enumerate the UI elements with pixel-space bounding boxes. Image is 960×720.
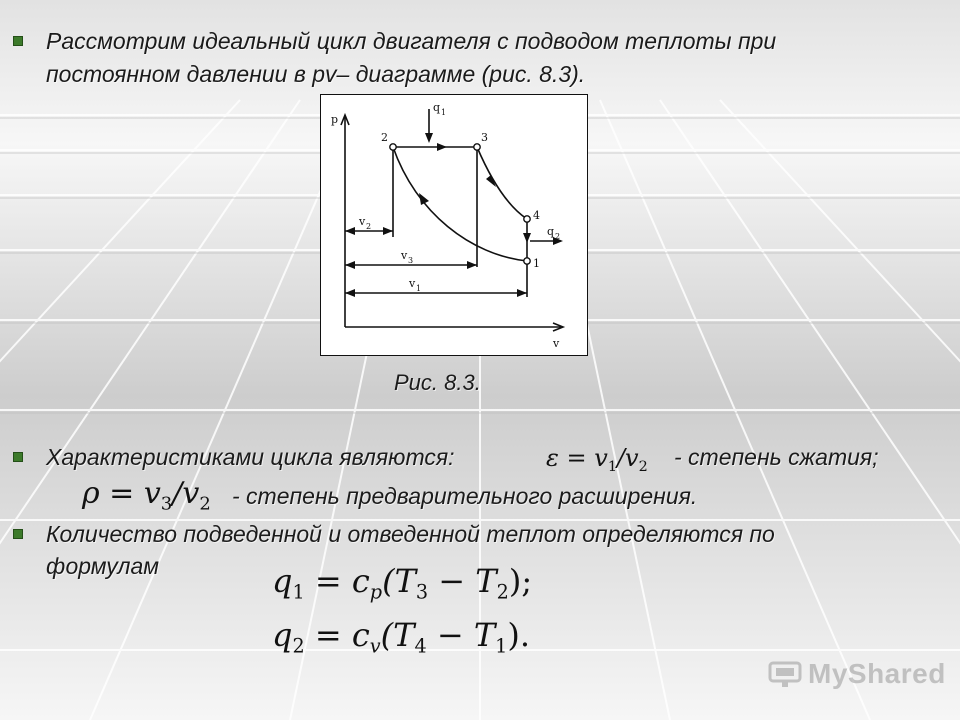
bullet-text-intro-line1: Рассмотрим идеальный цикл двигателя с подводом теплоты при xyxy=(46,28,777,54)
bullet-text-heat-line1: Количество подведенной и отведенной теплот определяются по xyxy=(46,521,775,547)
state-point-4 xyxy=(524,216,530,222)
eps-formula-main: ε = v xyxy=(546,444,608,472)
pv-diagram-figure xyxy=(320,94,588,356)
point-label-3: 3 xyxy=(481,131,488,144)
v3-label-sub: 3 xyxy=(408,256,414,265)
eps-formula-sub2: 2 xyxy=(638,459,648,476)
pre-expansion-ratio-formula xyxy=(82,476,211,514)
point-label-2: 2 xyxy=(381,131,388,144)
v2-label: v xyxy=(359,215,366,228)
eps-formula-sub1: 1 xyxy=(607,459,617,476)
formula-q2-q-sub: 2 xyxy=(292,634,305,658)
v2-arrow-right xyxy=(383,227,393,235)
v3-label: v xyxy=(401,249,408,262)
formula-q1-eq: = c xyxy=(304,562,370,600)
bullet-marker xyxy=(13,36,23,46)
point-label-4: 4 xyxy=(533,209,540,222)
v2-label-sub: 2 xyxy=(366,222,372,231)
v3-arrow-left xyxy=(345,261,355,269)
formula-q2-c-sub: v xyxy=(369,634,381,658)
compression-ratio-formula xyxy=(546,444,648,475)
formula-q2 xyxy=(272,616,530,658)
v1-arrow-right xyxy=(517,289,527,297)
formula-q2-q: q xyxy=(272,616,293,654)
bullet-marker xyxy=(13,452,23,462)
projector-icon xyxy=(768,659,802,689)
rho-formula-main: ρ = v xyxy=(82,476,161,511)
watermark xyxy=(768,656,946,692)
pre-expansion-ratio-desc: - степень предварительного расширения. xyxy=(232,483,698,509)
formula-q2-paren: (T xyxy=(380,616,415,654)
compression-ratio-desc: - степень сжатия; xyxy=(674,444,879,470)
v3-arrow-right xyxy=(467,261,477,269)
v1-label: v xyxy=(409,277,416,290)
watermark-text: MyShared xyxy=(808,658,946,689)
rho-formula-slash: /v xyxy=(172,476,200,511)
q1-arrowhead xyxy=(425,133,433,143)
formula-q1-t2-sub: 2 xyxy=(496,580,509,604)
q1-label: q xyxy=(433,101,441,114)
formula-q1-paren: (T xyxy=(382,562,416,600)
bullet-marker xyxy=(13,529,23,539)
formula-q1-q: q xyxy=(272,562,293,600)
state-point-2 xyxy=(390,144,396,150)
bullet-text-intro-line2: постоянном давлении в pv– диаграмме (рис. 8.3). xyxy=(46,61,586,87)
formula-q2-end: ). xyxy=(507,616,531,654)
p-axis-label: p xyxy=(331,113,339,126)
pv-diagram xyxy=(321,95,587,355)
formula-q1-q-sub: 1 xyxy=(292,580,305,604)
q2-label: q xyxy=(547,225,555,238)
rho-formula-sub1: 3 xyxy=(160,493,173,515)
v1-label-sub: 1 xyxy=(416,284,422,293)
direction-arrow-1-2 xyxy=(419,193,429,205)
rho-formula-sub2: 2 xyxy=(199,493,211,515)
bullet-text-characteristics: Характеристиками цикла являются: xyxy=(46,444,455,470)
direction-arrow-4-1 xyxy=(523,233,531,243)
formula-q1-c-sub: p xyxy=(369,580,383,604)
v1-arrow-left xyxy=(345,289,355,297)
v-axis-label: v xyxy=(553,337,560,350)
direction-arrow-2-3 xyxy=(437,143,447,151)
formula-q2-eq: = c xyxy=(304,616,370,654)
state-point-3 xyxy=(474,144,480,150)
state-point-1 xyxy=(524,258,530,264)
q2-label-sub: 2 xyxy=(555,232,561,241)
eps-formula-slash: /v xyxy=(616,444,639,472)
bullet-text-heat-line2: формулам xyxy=(46,553,160,579)
adiabat-1-2 xyxy=(393,147,527,261)
formula-q2-minus: − T xyxy=(426,616,496,654)
formula-q1 xyxy=(272,562,532,604)
figure-caption: Рис. 8.3. xyxy=(394,370,481,395)
formula-q1-end: ); xyxy=(508,562,533,600)
formula-q1-minus: − T xyxy=(428,562,497,600)
formula-q1-t1-sub: 3 xyxy=(415,580,429,604)
formula-q2-t2-sub: 1 xyxy=(495,634,508,658)
point-label-1: 1 xyxy=(533,257,540,270)
adiabat-3-4 xyxy=(477,147,527,219)
q1-label-sub: 1 xyxy=(441,108,447,117)
v2-arrow-left xyxy=(345,227,355,235)
formula-q2-t1-sub: 4 xyxy=(414,634,427,658)
